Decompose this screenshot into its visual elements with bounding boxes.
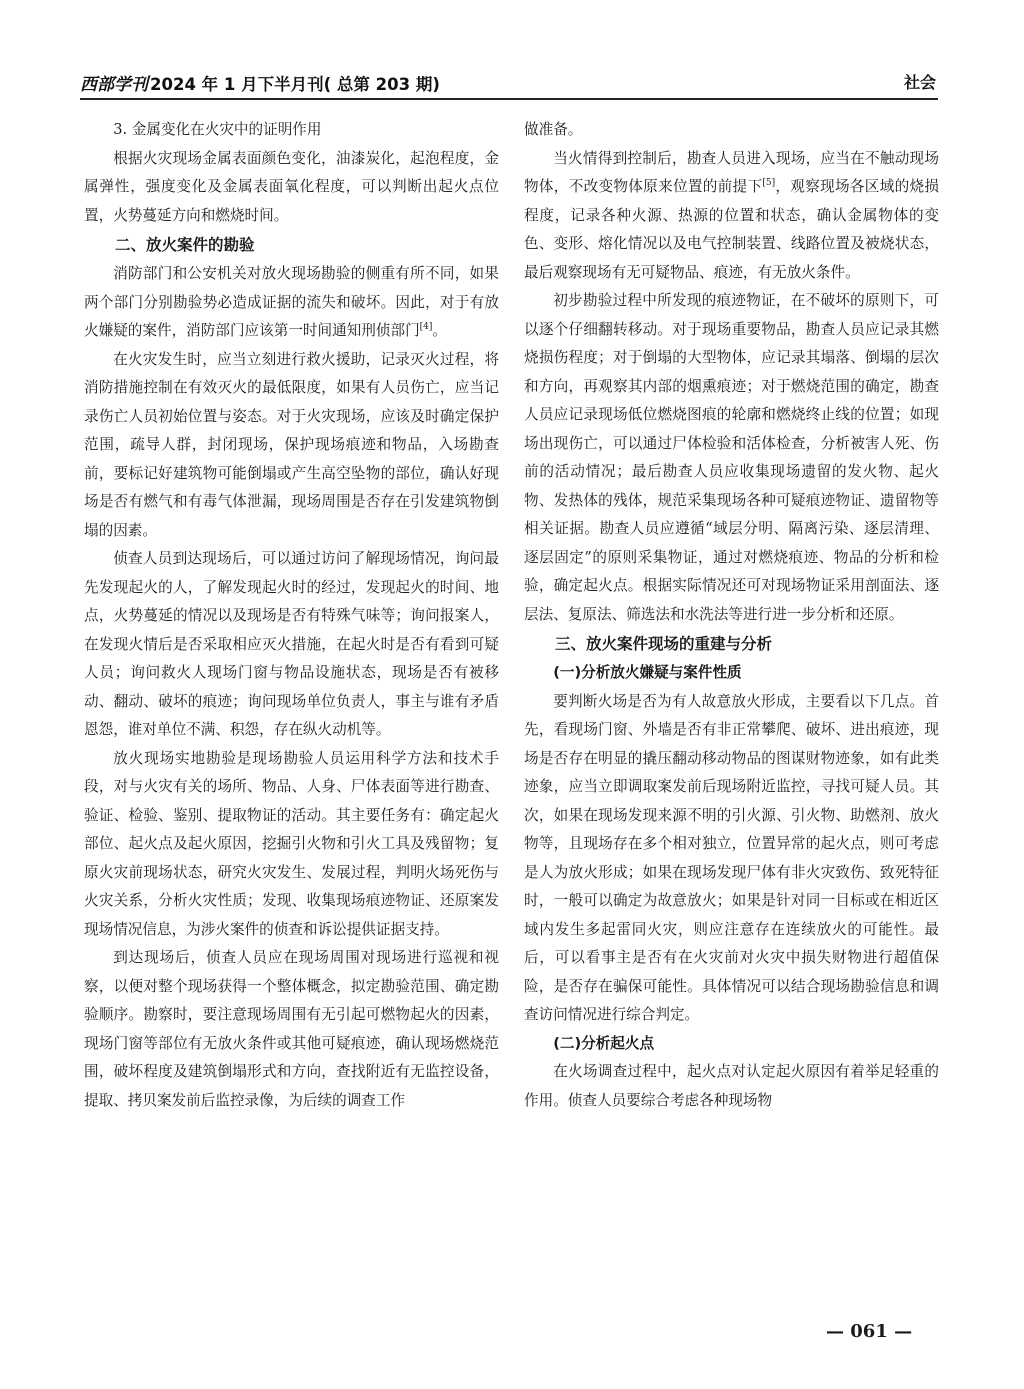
paragraph: 在火灾发生时，应当立刻进行救火援助，记录灭火过程，将消防措施控制在有效灭火的最低限度，如果有人员伤亡，应当记录伤亡人员初始位置与姿态。对于火灾现场，应该及时确定保护范围，疏导人群，封闭现场，保护现场痕迹和物品，入场勘查前，要标记好建筑物可能倒塌或产生高空坠物的部位，确认好现场是否有燃气和有毒气体泄漏，现场周围是否存在引发建筑物倒塌的因素。 [84,350,499,539]
paragraph: 侦查人员到达现场后，可以通过访问了解现场情况，询问最先发现起火的人，了解发现起火时的经过，发现起火的时间、地点，火势蔓延的情况以及现场是否有特殊气味等；询问报案人，在发现火情后是否采取相应灭火措施，在起火时是否有看到可疑人员；询问救火人现场门窗与物品设施状态，现场是否有被移动、翻动、破坏的痕迹；询问现场单位负责人，事主与谁有矛盾恩怨，谁对单位不满、积怨，存在纵火动机等。 [84,550,499,738]
paragraph: 放火现场实地勘验是现场勘验人员运用科学方法和技术手段，对与火灾有关的场所、物品、人身、尸体表面等进行勘查、验证、检验、鉴别、提取物证的活动。其主要任务有：确定起火部位、起火点及起火原因，挖掘引火物和引火工具及残留物；复原火灾前现场状态，研究火灾发生、发展过程，判明火场死伤与火灾关系，分析火灾性质；发现、收集现场痕迹物证、还原案发现场情况信息，为涉火案件的侦查和诉讼提供证据支持。 [84,749,499,938]
paragraph: 到达现场后，侦查人员应在现场周围对现场进行巡视和视察，以便对整个现场获得一个整体概念，拟定勘验范围、确定勘验顺序。勘察时，要注意现场周围有无引起可燃物起火的因素，现场门窗等部位有无放火条件或其他可疑痕迹，确认现场燃烧范围，破坏程度及建筑倒塌形式和方向，查找附近有无监控设备，提取、拷贝案发前后监控录像，为后续的调查工作 [84,949,499,1109]
subsection-heading-suspicion: (一)分析放火嫌疑与案件性质 [553,664,742,681]
citation-ref: [5] [762,178,776,189]
subsection-heading-origin: (二)分析起火点 [553,1034,655,1052]
subsection-title-metal: 3. 金属变化在火灾中的证明作用 [113,121,322,138]
page-header [80,68,938,102]
paragraph: 根据火灾现场金属表面颜色变化，油漆炭化，起泡程度，金属弹性，强度变化及金属表面氧化程度，可以判断出起火点位置，火势蔓延方向和燃烧时间。 [84,149,499,224]
paragraph: 当火情得到控制后，勘查人员进入现场，应当在不触动现场物体，不改变物体原来位置的前提下[5]，观察现场各区域的烧损程度，记录各种火源、热源的位置和状态，确认金属物体的变色、变形、熔化情况以及电气控制装置、线路位置及被烧状态，最后观察现场有无可疑物品、痕迹，有无放火条件。 [524,149,939,281]
header-rule [80,98,938,100]
paragraph: 消防部门和公安机关对放火现场勘验的侧重有所不同，如果两个部门分别勘验势必造成证据的流失和破坏。因此，对于有放火嫌疑的案件，消防部门应该第一时间通知刑侦部门[4]。 [84,265,499,339]
issue-label: 2024 年 1 月下半月刊( 总第 203 期) [150,75,440,94]
citation-ref: [4] [419,322,433,333]
section-heading-reconstruction: 三、放火案件现场的重建与分析 [555,635,773,653]
left-column [84,116,499,1276]
paragraph: 初步勘验过程中所发现的痕迹物证，在不破坏的原则下，可以逐个仔细翻转移动。对于现场重要物品，勘查人员应记录其燃烧损伤程度；对于倒塌的大型物体，应记录其塌落、倒塌的层次和方向，再观察其内部的烟熏痕迹；对于燃烧范围的确定，勘查人员应记录现场低位燃烧图痕的轮廓和燃烧终止线的位置；如现场出现伤亡，可以通过尸体检验和活体检查，分析被害人死、伤前的活动情况；最后勘查人员应收集现场遗留的发火物、起火物、发热体的残体，规范采集现场各种可疑痕迹物证、遗留物等相关证据。勘查人员应遵循“域层分明、隔离污染、逐层清理、逐层固定”的原则采集物证，通过对燃烧痕迹、物品的分析和检验，确定起火点。根据实际情况还可对现场物证采用剖面法、逐层法、复原法、筛选法和水洗法等进行进一步分析和还原。 [524,292,939,623]
paragraph: 要判断火场是否为有人故意放火形成，主要看以下几点。首先，看现场门窗、外墙是否有非正常攀爬、破坏、进出痕迹，现场是否存在明显的撬压翻动移动物品的图谋财物迹象，如有此类迹象，应当立即调取案发前后现场附近监控，寻找可疑人员。其次，如果在现场发现来源不明的引火源、引火物、助燃剂、放火物等，且现场存在多个相对独立，位置异常的起火点，则可考虑是人为放火形成；如果在现场发现尸体有非火灾致伤、致死特征时，一般可以确定为故意放火；如果是针对同一目标或在相近区域内发生多起雷同火灾，则应注意存在连续放火的可能性。最后，可以看事主是否有在火灾前对火灾中损失财物进行超值保险，是否存在骗保可能性。具体情况可以结合现场勘验信息和调查访问情况进行综合判定。 [524,692,939,1023]
journal-title [80,70,440,95]
paragraph: 在火场调查过程中，起火点对认定起火原因有着举足轻重的作用。侦查人员要综合考虑各种现场物 [524,1063,939,1109]
right-column [524,116,939,1276]
section-label: 社会 [903,73,936,92]
paragraph-continued: 做准备。 [524,121,583,138]
section-heading-investigation: 二、放火案件的勘验 [115,236,255,254]
page-number: — 061 — [826,1321,913,1342]
journal-logo: 西部学刊 [80,75,148,95]
